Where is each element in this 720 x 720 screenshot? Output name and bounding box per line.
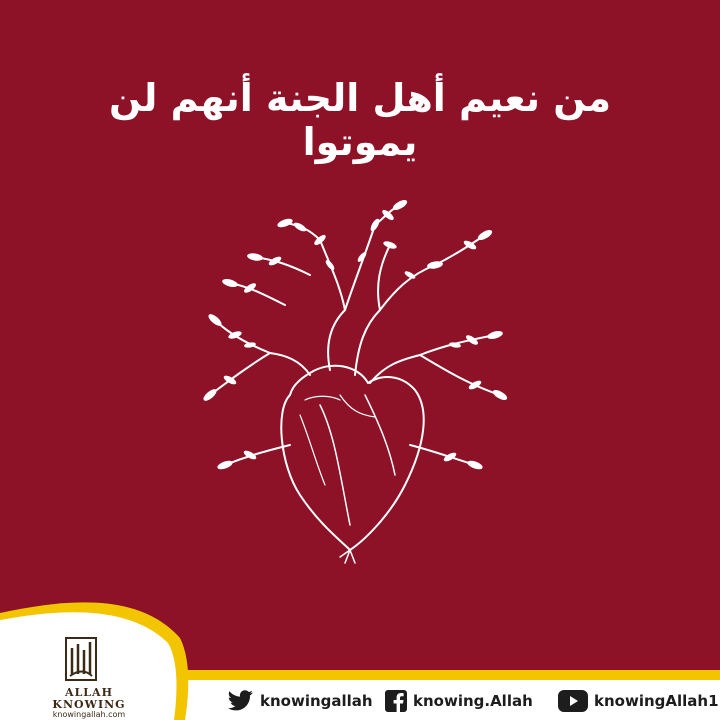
social-twitter[interactable] <box>228 690 373 712</box>
youtube-handle: knowingAllah1 <box>594 692 719 710</box>
brand-url: knowingallah.com <box>52 710 126 719</box>
social-facebook[interactable] <box>385 690 533 712</box>
brand-name <box>14 687 164 711</box>
heart-tree-illustration <box>190 195 530 565</box>
brand-bottom-line: KNOWING <box>52 698 126 711</box>
headline: من نعيم أهل الجنة أنهم لن يموتوا <box>108 76 612 164</box>
twitter-handle: knowingallah <box>260 692 373 710</box>
twitter-icon <box>228 690 254 712</box>
social-youtube[interactable] <box>558 690 719 712</box>
facebook-icon <box>385 690 407 712</box>
brand-top-line: ALLAH <box>65 686 113 699</box>
youtube-icon <box>558 690 588 712</box>
facebook-handle: knowing.Allah <box>413 692 533 710</box>
